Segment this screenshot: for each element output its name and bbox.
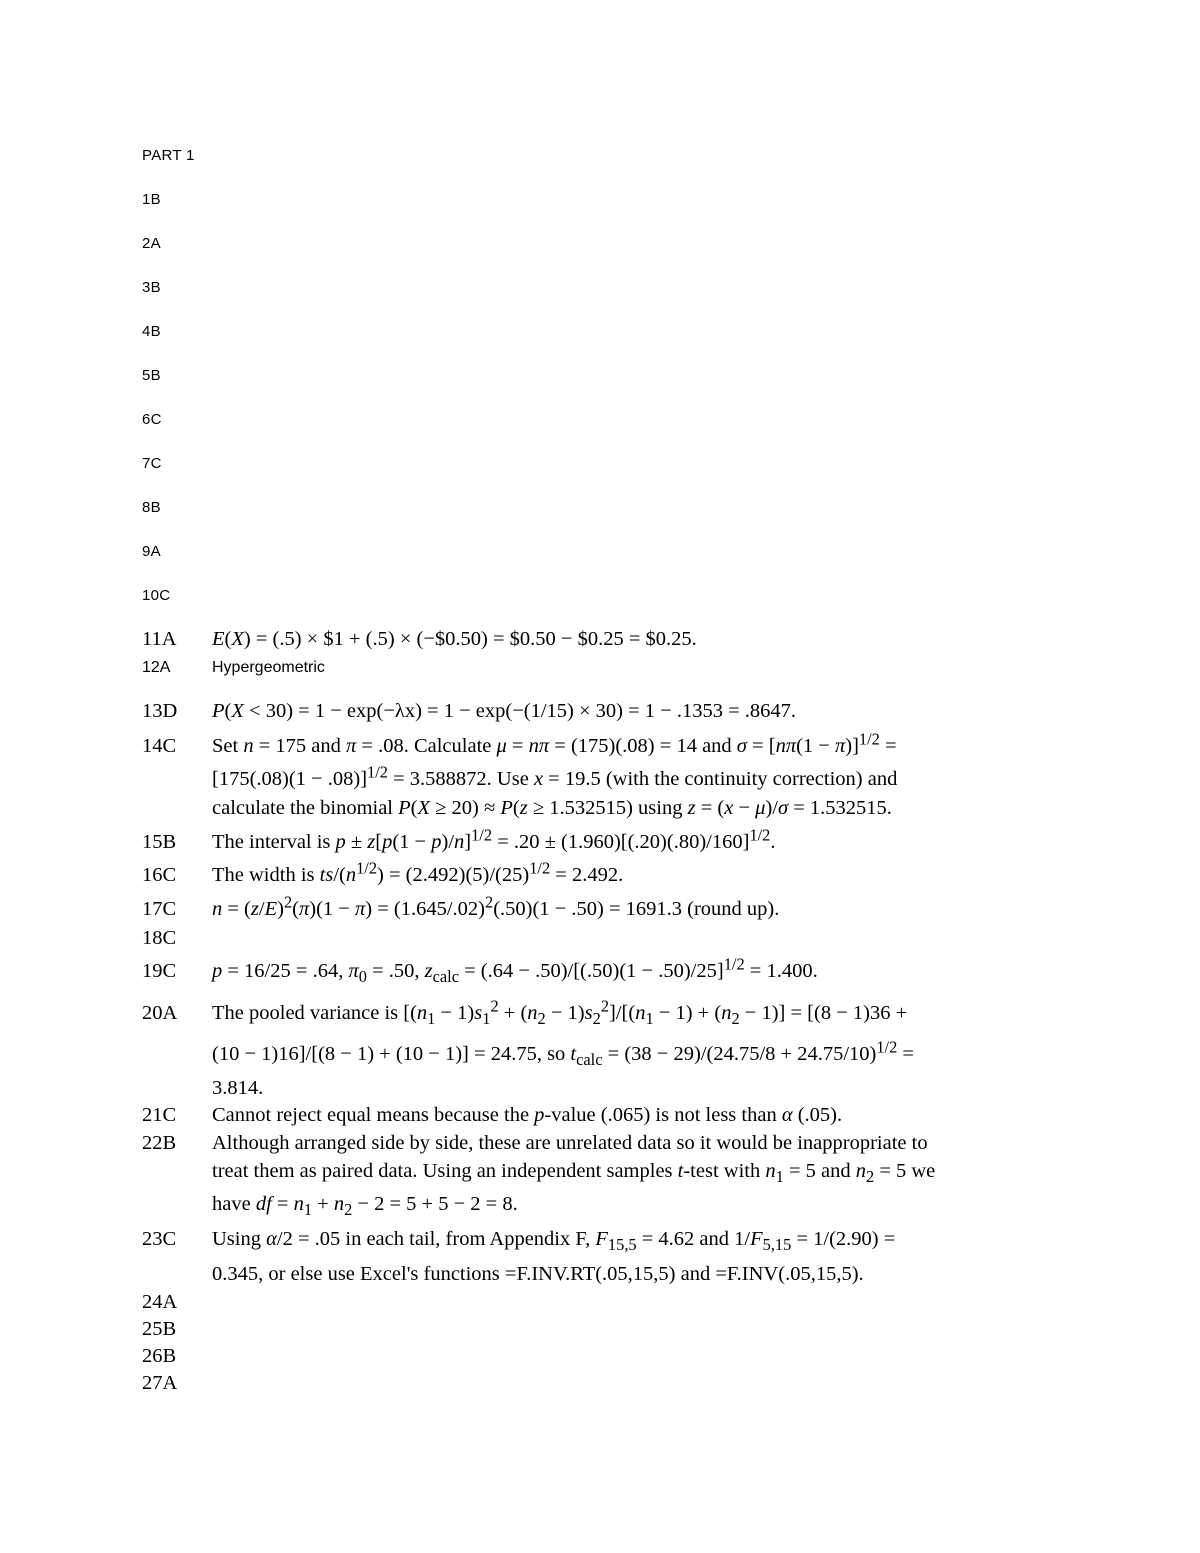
answer-15-explanation: The interval is $p \pm z[p(1 - p)/n]^{1/2} = .20 \pm (1.960)[(.20)(.80)/160]^{1/2}$. bbox=[212, 825, 776, 853]
answer-13-key: 13D bbox=[142, 700, 178, 722]
answer-22-explanation-line-3: have df = $n_1 + n_2 - 2 = 5 + 5 - 2 = 8$. bbox=[212, 1193, 518, 1219]
answer-21-key: 21C bbox=[142, 1104, 177, 1126]
answer-21-explanation: Cannot reject equal means because the p-value (.065) is not less than α (.05). bbox=[212, 1104, 843, 1126]
answer-19-key: 19C bbox=[142, 960, 177, 982]
answer-11-explanation: E(X) = (.5) × $1 + (.5) × (−$0.50) = $0.50 − $0.25 = $0.25. bbox=[212, 628, 697, 650]
answer-17-explanation: $n = (z/E)^2(\pi)(1 - \pi) = (1.645/.02)^2(.50)(1 - .50) = 1691.3$ (round up). bbox=[212, 892, 780, 920]
answer-4: 4B bbox=[142, 323, 161, 340]
answer-13-explanation: P(X < 30) = 1 − exp(−λx) = 1 − exp(−(1/15) × 30) = 1 − .1353 = .8647. bbox=[212, 700, 797, 722]
answer-22-text-2: -test with bbox=[683, 1160, 766, 1182]
answer-15-key: 15B bbox=[142, 831, 177, 853]
answer-21-text-2: -value (.065) is not less than bbox=[544, 1104, 782, 1126]
answer-23-key: 23C bbox=[142, 1228, 177, 1250]
answer-26-key: 26B bbox=[142, 1345, 177, 1367]
answer-2: 2A bbox=[142, 235, 161, 252]
answer-14-key: 14C bbox=[142, 735, 177, 757]
answer-11-key: 11A bbox=[142, 628, 177, 650]
answer-6: 6C bbox=[142, 411, 162, 428]
answer-25-key: 25B bbox=[142, 1318, 177, 1340]
answer-10: 10C bbox=[142, 587, 171, 604]
answer-22-explanation-line-1: Although arranged side by side, these are unrelated data so it would be inappropriate to bbox=[212, 1132, 928, 1154]
answer-27-key: 27A bbox=[142, 1372, 178, 1394]
answer-22-explanation-line-2: treat them as paired data. Using an independent samples t-test with $n_1 = 5$ and $n_2 = 5$ we bbox=[212, 1160, 936, 1186]
answer-5: 5B bbox=[142, 367, 161, 384]
answer-15-text: The interval is bbox=[212, 831, 336, 853]
answer-20-explanation-line-2: (10 − 1)16]/[(8 − 1) + (10 − 1)] = 24.75, so $t_{calc} = (38 - 29)/(24.75/8 + 24.75/10)^{1/2}$ = bbox=[212, 1037, 914, 1069]
answer-20-text: The pooled variance is bbox=[212, 1002, 404, 1024]
answer-17-key: 17C bbox=[142, 898, 177, 920]
answer-16-text: The width is bbox=[212, 864, 320, 886]
answer-14-explanation-line-1: Set n = 175 and π = .08. Calculate μ = nπ = (175)(.08) = 14 and $\sigma = [n\pi(1 - \pi)]^{1/2}$ = bbox=[212, 729, 897, 757]
answer-3: 3B bbox=[142, 279, 161, 296]
answer-24-key: 24A bbox=[142, 1291, 178, 1313]
answer-9: 9A bbox=[142, 543, 161, 560]
answer-21-text-1: Cannot reject equal means because the bbox=[212, 1104, 535, 1126]
answer-16-key: 16C bbox=[142, 864, 177, 886]
answer-23-explanation-line-1: Using α/2 = .05 in each tail, from Appendix F, $F_{15,5} = 4.62$ and $1/F_{5,15} = 1/(2.90)$ = bbox=[212, 1228, 896, 1254]
answer-14-explanation-line-3: calculate the binomial P(X ≥ 20) ≈ P(z ≥ 1.532515) using z = (x − μ)/σ = 1.532515. bbox=[212, 797, 892, 819]
answer-16-explanation: The width is $ts/(n^{1/2}) = (2.492)(5)/(25)^{1/2} = 2.492$. bbox=[212, 858, 624, 886]
answer-8: 8B bbox=[142, 499, 161, 516]
answer-7: 7C bbox=[142, 455, 162, 472]
answer-20-key: 20A bbox=[142, 1002, 178, 1024]
answer-12-explanation: Hypergeometric bbox=[212, 659, 325, 676]
answer-20-explanation-line-3: 3.814. bbox=[212, 1077, 264, 1099]
answer-1: 1B bbox=[142, 191, 161, 208]
answer-20-explanation-line-1: The pooled variance is $[(n_1 - 1)s_1^2 + (n_2 - 1)s_2^2]/[(n_1 - 1) + (n_2 - 1)] = [(8 - 1)36$ + bbox=[212, 996, 908, 1028]
part-title: PART 1 bbox=[142, 147, 195, 164]
answer-12-key: 12A bbox=[142, 659, 171, 676]
answer-14-explanation-line-2: $[175(.08)(1 - .08)]^{1/2} = 3.588872$. Use x = 19.5 (with the continuity correction) and bbox=[212, 762, 898, 790]
answer-18-key: 18C bbox=[142, 927, 177, 949]
answer-22-text-1: treat them as paired data. Using an independent samples bbox=[212, 1160, 678, 1182]
answer-22-key: 22B bbox=[142, 1132, 177, 1154]
answer-23-explanation-line-2: 0.345, or else use Excel's functions =F.INV.RT(.05,15,5) and =F.INV(.05,15,5). bbox=[212, 1263, 864, 1285]
answer-19-explanation: p = 16/25 = .64, $\pi_0 = .50$, $z_{calc} = (.64 - .50)/[(.50)(1 - .50)/25]^{1/2} = 1.400$. bbox=[212, 954, 818, 986]
